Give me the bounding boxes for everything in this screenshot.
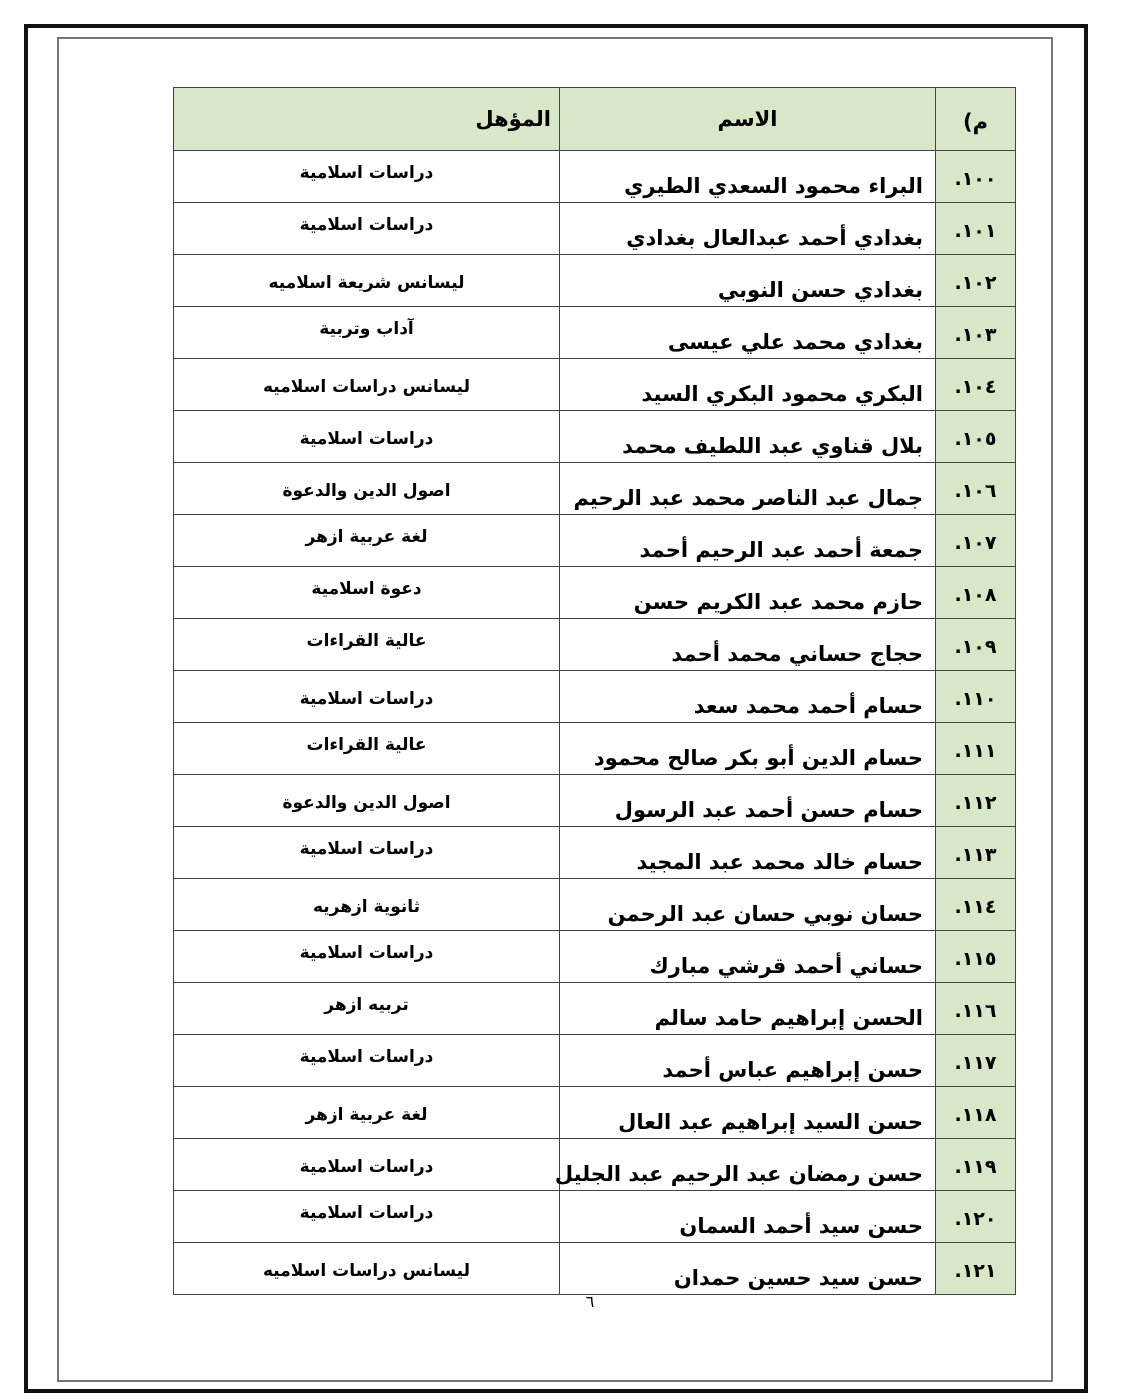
row-number: ١١٨. bbox=[936, 1087, 1016, 1139]
row-qualification: دراسات اسلامية bbox=[174, 411, 560, 463]
row-qualification: دراسات اسلامية bbox=[174, 1035, 560, 1087]
row-qualification: دراسات اسلامية bbox=[174, 1191, 560, 1243]
table-row bbox=[174, 411, 1016, 463]
row-name: حسن سيد أحمد السمان bbox=[560, 1191, 936, 1243]
table-row bbox=[174, 515, 1016, 567]
row-qualification: ليسانس دراسات اسلاميه bbox=[174, 359, 560, 411]
table-body bbox=[174, 151, 1016, 1295]
table-row bbox=[174, 307, 1016, 359]
row-qualification: اصول الدين والدعوة bbox=[174, 463, 560, 515]
row-qualification: لغة عربية ازهر bbox=[174, 1087, 560, 1139]
row-qualification: دراسات اسلامية bbox=[174, 671, 560, 723]
table-row bbox=[174, 1087, 1016, 1139]
row-name: حساني أحمد قرشي مبارك bbox=[560, 931, 936, 983]
row-name: حسن سيد حسين حمدان bbox=[560, 1243, 936, 1295]
table-row bbox=[174, 203, 1016, 255]
row-name: جمعة أحمد عبد الرحيم أحمد bbox=[560, 515, 936, 567]
row-name: حسام الدين أبو بكر صالح محمود bbox=[560, 723, 936, 775]
table-row bbox=[174, 983, 1016, 1035]
row-qualification: ثانوية ازهريه bbox=[174, 879, 560, 931]
row-qualification: لغة عربية ازهر bbox=[174, 515, 560, 567]
row-name: حسام خالد محمد عبد المجيد bbox=[560, 827, 936, 879]
row-name: حسن رمضان عبد الرحيم عبد الجليل bbox=[560, 1139, 936, 1191]
row-name: حجاج حساني محمد أحمد bbox=[560, 619, 936, 671]
row-qualification: دراسات اسلامية bbox=[174, 203, 560, 255]
row-number: ١٠٨. bbox=[936, 567, 1016, 619]
row-qualification: عالية القراءات bbox=[174, 619, 560, 671]
row-number: ١٠٥. bbox=[936, 411, 1016, 463]
row-name: الحسن إبراهيم حامد سالم bbox=[560, 983, 936, 1035]
row-number: ١٢١. bbox=[936, 1243, 1016, 1295]
row-name: البراء محمود السعدي الطيري bbox=[560, 151, 936, 203]
row-qualification: دعوة اسلامية bbox=[174, 567, 560, 619]
row-number: ١١٧. bbox=[936, 1035, 1016, 1087]
table-row bbox=[174, 619, 1016, 671]
row-qualification: اصول الدين والدعوة bbox=[174, 775, 560, 827]
row-name: بغدادي حسن النوبي bbox=[560, 255, 936, 307]
row-number: ١٠٣. bbox=[936, 307, 1016, 359]
row-number: ١١٥. bbox=[936, 931, 1016, 983]
row-number: ١١١. bbox=[936, 723, 1016, 775]
table-row bbox=[174, 931, 1016, 983]
row-number: ١٢٠. bbox=[936, 1191, 1016, 1243]
row-qualification: عالية القراءات bbox=[174, 723, 560, 775]
table-row bbox=[174, 151, 1016, 203]
table-row bbox=[174, 1139, 1016, 1191]
row-name: حسن إبراهيم عباس أحمد bbox=[560, 1035, 936, 1087]
names-table-container bbox=[173, 87, 1015, 1295]
row-qualification: تربيه ازهر bbox=[174, 983, 560, 1035]
row-number: ١٠٢. bbox=[936, 255, 1016, 307]
header-name: الاسم bbox=[560, 88, 936, 151]
row-number: ١٠١. bbox=[936, 203, 1016, 255]
table-row bbox=[174, 775, 1016, 827]
row-qualification: دراسات اسلامية bbox=[174, 827, 560, 879]
row-name: حسان نوبي حسان عبد الرحمن bbox=[560, 879, 936, 931]
row-name: حسام حسن أحمد عبد الرسول bbox=[560, 775, 936, 827]
row-number: ١١٩. bbox=[936, 1139, 1016, 1191]
row-name: حسن السيد إبراهيم عبد العال bbox=[560, 1087, 936, 1139]
header-qualification: المؤهل bbox=[174, 88, 560, 151]
row-name: بغدادي أحمد عبدالعال بغدادي bbox=[560, 203, 936, 255]
row-qualification: ليسانس دراسات اسلاميه bbox=[174, 1243, 560, 1295]
table-row bbox=[174, 567, 1016, 619]
header-number: م) bbox=[936, 88, 1016, 151]
row-qualification: ليسانس شريعة اسلاميه bbox=[174, 255, 560, 307]
row-number: ١١٤. bbox=[936, 879, 1016, 931]
table-row bbox=[174, 879, 1016, 931]
row-name: بغدادي محمد علي عيسى bbox=[560, 307, 936, 359]
table-row bbox=[174, 255, 1016, 307]
row-name: بلال قناوي عبد اللطيف محمد bbox=[560, 411, 936, 463]
row-number: ١٠٦. bbox=[936, 463, 1016, 515]
row-name: حسام أحمد محمد سعد bbox=[560, 671, 936, 723]
table-row bbox=[174, 671, 1016, 723]
row-number: ١٠٠. bbox=[936, 151, 1016, 203]
table-row bbox=[174, 359, 1016, 411]
row-number: ١١٣. bbox=[936, 827, 1016, 879]
table-row bbox=[174, 723, 1016, 775]
row-qualification: آداب وتربية bbox=[174, 307, 560, 359]
page-number: ٦ bbox=[585, 1292, 595, 1311]
table-row bbox=[174, 1035, 1016, 1087]
row-number: ١١٦. bbox=[936, 983, 1016, 1035]
row-qualification: دراسات اسلامية bbox=[174, 151, 560, 203]
table-row bbox=[174, 827, 1016, 879]
table-row bbox=[174, 1243, 1016, 1295]
row-name: جمال عبد الناصر محمد عبد الرحيم bbox=[560, 463, 936, 515]
table-row bbox=[174, 1191, 1016, 1243]
row-number: ١٠٤. bbox=[936, 359, 1016, 411]
row-number: ١٠٩. bbox=[936, 619, 1016, 671]
table-header-row bbox=[174, 88, 1016, 151]
row-number: ١١٠. bbox=[936, 671, 1016, 723]
names-table bbox=[173, 87, 1016, 1295]
row-qualification: دراسات اسلامية bbox=[174, 931, 560, 983]
row-qualification: دراسات اسلامية bbox=[174, 1139, 560, 1191]
row-number: ١٠٧. bbox=[936, 515, 1016, 567]
table-row bbox=[174, 463, 1016, 515]
row-name: البكري محمود البكري السيد bbox=[560, 359, 936, 411]
row-name: حازم محمد عبد الكريم حسن bbox=[560, 567, 936, 619]
row-number: ١١٢. bbox=[936, 775, 1016, 827]
